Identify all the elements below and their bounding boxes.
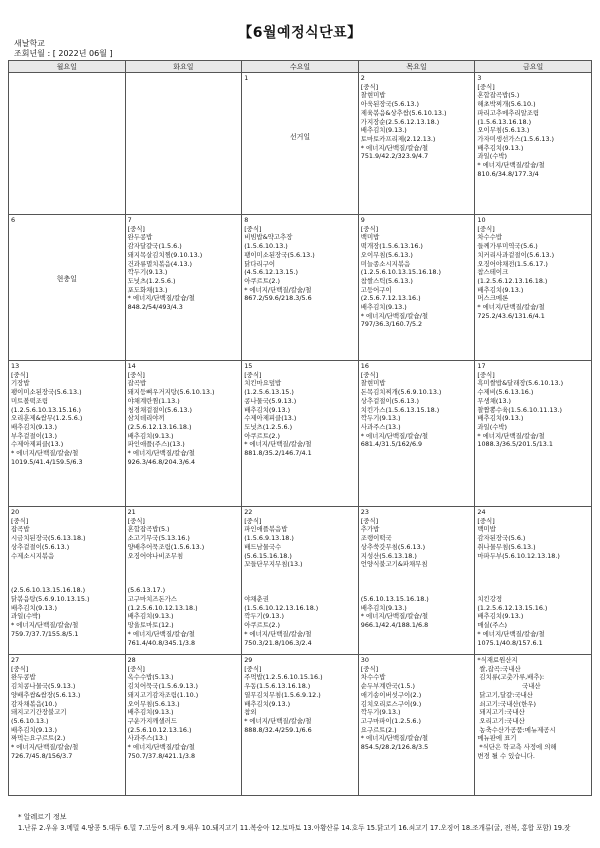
day-cell xyxy=(358,215,475,361)
day-cell xyxy=(242,507,359,655)
day-number: 22 xyxy=(244,508,253,516)
day-cell xyxy=(9,361,126,507)
day-cell xyxy=(358,655,475,796)
weekday-header: 월요일 xyxy=(9,61,126,73)
day-number: 2 xyxy=(360,74,365,82)
day-cell xyxy=(242,655,359,796)
day-cell xyxy=(9,215,126,361)
weekday-header: 화요일 xyxy=(125,61,242,73)
day-cell xyxy=(242,73,359,215)
day-number: 15 xyxy=(244,362,253,370)
day-cell xyxy=(358,507,475,655)
allergy-info: 1.난류 2.우유 3.메밀 4.땅콩 5.대두 6.밀 7.고등어 8.게 9.새우 10.돼지고기 11.복숭아 12.토마토 13.아황산류 14.호두 15.닭고기 16.쇠고기 17.오징어 18.조개류(굴, 전복, 홍합 포함) 19.잣 xyxy=(18,824,571,832)
day-number: 20 xyxy=(11,508,20,516)
menu-text: [중식] 혼합잡곡밥(5.) 소고기무국(5.13.16.) 양배추어묵조림(1.5.6.13.) 오징어야나비조무침 (5.6.13.17.) 고구마치즈돈가스 (1.2.5.6.10.12.13.18.) 배추김치(9.13.) 망울토마토(12.) * 에너지/단백질/칼슘/철 761.4/40.8/345.1/3.8 xyxy=(127,516,205,647)
weekday-header: 수요일 xyxy=(242,61,359,73)
menu-text: [중식] 흑미쌀밥&달래장(5.6.10.13.) 수제비(5.6.13.16.) 무생채(13.) 찰짬뽕수육(1.5.6.10.11.13.) 배추김치(9.13.) 과일(수박) * 에너지/단백질/칼슘/철 1088.3/36.5/201.5/13.1 xyxy=(477,370,564,449)
day-number: 14 xyxy=(127,362,136,370)
day-cell xyxy=(125,655,242,796)
week-row xyxy=(9,215,592,361)
day-cell xyxy=(9,73,126,215)
menu-text: [중식] 잡곡밥 시금치된장국(5.6.13.18.) 상추겉절이(5.6.13.) 수제소시지볶음 (2.5.6.10.13.15.16.18.) 닭볶음탕(5.6.9.10.13.15.) 배추김치(9.13.) 과일(수박) * 에너지/단백질/칼슘/철 759.7/37.7/155.8/5.1 xyxy=(11,516,90,638)
day-number: 10 xyxy=(477,216,486,224)
day-cell xyxy=(358,361,475,507)
menu-text: [중식] 추가밥 조랭이떡국 상추쑥갓무침(5.6.13.) 지성산(5.6.13.18.) 언양식불고기&파채무침 (5.6.10.13.15.16.18.) 배추김치(9.13.) * 에너지/단백질/칼슘/철 966.1/42.4/188.1/6.8 xyxy=(360,516,429,630)
menu-text: [중식] 완두콩밥 김치콩나물국(5.9.13.) 양배추쌈&쌈장(5.6.13.) 감자채볶음(10.) 돼지고기간장불고기 (5.6.10.13.) 배추김치(9.13.) 짜먹는요구르트(2.) * 에너지/단백질/칼슘/철 726.7/45.8/156/3.7 xyxy=(11,664,81,760)
day-number: 30 xyxy=(360,656,369,664)
day-cell xyxy=(125,361,242,507)
weekday-header-row xyxy=(9,61,592,73)
day-number: 24 xyxy=(477,508,486,516)
day-cell xyxy=(125,507,242,655)
menu-text: [중식] 잡곡밥 돼지등뼈우거지탕(5.6.10.13.) 야채계란찜(1.13.) 청경채겉절이(5.6.13.) 삼치데리야끼 (2.5.6.12.13.16.18.) 배추김치(9.13.) 파인애플(주스)(13.) * 에너지/단백질/칼슘/철 926.3/46.8/204.3/6.4 xyxy=(127,370,215,466)
day-cell xyxy=(475,73,592,215)
day-number: 29 xyxy=(244,656,253,664)
holiday-label: 선거일 xyxy=(289,132,311,141)
day-number: 21 xyxy=(127,508,136,516)
day-number: 23 xyxy=(360,508,369,516)
day-number: 8 xyxy=(244,216,249,224)
day-cell xyxy=(475,215,592,361)
week-row xyxy=(9,507,592,655)
menu-text: [중식] 옥수수밥(5.13.) 김치어묵국(1.5.6.9.13.) 돼지고기감자조림(1.10.) 오이무침(5.6.13.) 배추김치(9.13.) 구운가지깨샐러드 (2.5.6.10.12.13.16.) 사과주스(13.) * 에너지/단백질/칼슘/철 750.7/37.8/421.1/3.8 xyxy=(127,664,199,760)
day-cell xyxy=(9,655,126,796)
day-cell xyxy=(475,361,592,507)
menu-text: *식재료원산지 쌀,잡곡:국내산 김치류(고춧가루,배추): 국내산 닭고기,달걀:국내산 쇠고기:국내산(한우) 돼지고기:국내산 오리고기:국내산 농축수산가공품:메뉴제공시 메뉴판에 표기 *식단은 학교측 사정에 의해 변경 될 수 있습니다. xyxy=(477,656,557,760)
menu-text: [중식] 치킨마요덮밥 (1.2.5.6.13.15.) 콩나물국(5.9.13.) 배추김치(9.13.) 수제아제피클(13.) 도넛츠(1.2.5.6.) 아쿠르트(2.) * 에너지/단백질/칼슘/철 881.8/35.2/146.7/4.1 xyxy=(244,370,312,458)
day-number: 3 xyxy=(477,74,482,82)
menu-text: [중식] 백미밥 떡개장(1.5.6.13.16.) 오이무침(5.6.13.) 미늘종소시지볶음 (1.2.5.6.10.13.15.16.18.) 참쌀스틱(5.6.13.) 고등어구이 (2.5.6.7.12.13.16.) 배추김치(9.13.) * 에너지/단백질/칼슘/철 797/36.3/160.7/5.2 xyxy=(360,224,441,329)
menu-text: [중식] 찰현미밥 아욱된장국(5.6.13.) 제육볶음&상추쌈(5.6.10.13.) 가지장순(2.5.6.12.13.18.) 배추김치(9.13.) 토마토카프리제(2.12.13.) * 에너지/단백질/칼슘/철 751.9/42.2/323.9/4.7 xyxy=(360,82,447,161)
day-cell xyxy=(125,215,242,361)
day-cell xyxy=(242,215,359,361)
weekday-header: 목요일 xyxy=(358,61,475,73)
day-cell xyxy=(475,507,592,655)
period-label: 조회년월 : [ 2022년 06월 ] xyxy=(14,49,113,58)
menu-text: [중식] 차수수밥 순두부계란국(1.5.) 애기송이버섯구이(2.) 김치오리로스구이(9.) 깍두기(9.13.) 고구마파이(1.2.5.6.) 요구르트(2.) * 에너지/단백질/칼슘/철 854.5/28.2/126.8/3.5 xyxy=(360,664,429,752)
day-number: 27 xyxy=(11,656,20,664)
week-row xyxy=(9,655,592,796)
meal-calendar-table xyxy=(8,60,592,796)
menu-text: [중식] 찰현미밥 돈목김치찌개(5.6.9.10.13.) 상추겉절이(5.6.13.) 치킨가스(1.5.6.13.15.18.) 깍두기(9.13.) 사과주스(13.) * 에너지/단백질/칼슘/철 681.4/31.5/162/6.9 xyxy=(360,370,442,449)
menu-text: [중식] 주먹밥(1.2.5.6.10.15.16.) 우동(1.5.6.13.16.18.) 열무김치무침(1.5.6.9.12.) 배추김치(9.13.) 참외 * 에너지/단백질/칼슘/철 888.8/32.4/259.1/6.6 xyxy=(244,664,323,734)
week-row xyxy=(9,73,592,215)
day-cell xyxy=(125,73,242,215)
menu-text: [중식] 차수수밥 들께가루미역국(5.6.) 치커리사과겉절이(5.6.13.) 오징어야채전(1.5.6.17.) 참스테이크 (1.2.5.6.12.13.16.18.) 배추김치(9.13.) 머스크메론 * 에너지/단백질/칼슘/철 725.2/43.6/131.6/4.1 xyxy=(477,224,555,320)
allergy-title: * 알레르기 정보 xyxy=(18,813,67,821)
day-number: 6 xyxy=(11,216,16,224)
day-number: 1 xyxy=(244,74,249,82)
menu-text: [중식] 완두콩밥 감자달걀국(1.5.6.) 돼지목살김치찜(9.10.13.) 건과류멸치볶음(4.13.) 깍두기(9.13.) 도넛츠(1.2.5.6.) 포도화채(13.) * 에너지/단백질/칼슘/철 848.2/54/493/4.3 xyxy=(127,224,203,312)
school-name: 새날학교 xyxy=(14,39,45,48)
day-number: 7 xyxy=(127,216,132,224)
day-cell xyxy=(475,655,592,796)
menu-text: [중식] 백미밥 감자된장국(5.6.) 취나물무침(5.6.13.) 마파두부(5.6.10.12.13.18.) 치킨강정 (1.2.5.6.12.13.15.16.) 배추김치(9.13.) 매실(주스) * 에너지/단백질/칼슘/철 1075.1/40.8/157.6.1 xyxy=(477,516,560,647)
day-number: 28 xyxy=(127,656,136,664)
day-number: 16 xyxy=(360,362,369,370)
weekday-header: 금요일 xyxy=(475,61,592,73)
day-cell xyxy=(9,507,126,655)
menu-text: [중식] 혼합잡곡밥(5.) 해초박찌개(5.6.10.) 파리고추메추리알조림 (1.5.6.13.16.18.) 오이무침(5.6.13.) 가자미생선가스(1.5.6.13.) 배추김치(9.13.) 과일(수박) * 에너지/단백질/칼슘/철 810.6/34.8/177.3/4 xyxy=(477,82,555,178)
menu-text: [중식] 기장밥 팽이미소된장국(5.6.13.) 미트볼떡조림 (1.2.5.6.10.13.15.16.) 오리훈제&쌈무(1.2.5.6.) 배추김치(9.13.) 부추겉절이(13.) 수제아제피클(13.) * 에너지/단백질/칼슘/철 1019.5/41.4/159.5/6.3 xyxy=(11,370,83,466)
day-number: 13 xyxy=(11,362,20,370)
holiday-label: 현충일 xyxy=(56,274,77,283)
day-cell xyxy=(242,361,359,507)
menu-text: [중식] 파인애플볶음밥 (1.5.6.9.13.18.) 배드남물국수 (5.6.15.16.18.) 꼬들단무지무침(13.) 야채춘권 (1.5.6.10.12.13.16.18.) 깍두기(9.13.) 아쿠르트(2.) * 에너지/단백질/칼슘/철 750.3/21.8/106.3/2.4 xyxy=(244,516,319,647)
page-title: 【6월예정식단표】 xyxy=(238,25,362,41)
day-number: 17 xyxy=(477,362,486,370)
day-cell xyxy=(358,73,475,215)
day-number: 9 xyxy=(360,216,365,224)
week-row xyxy=(9,361,592,507)
menu-text: [중식] 비빔밥&약고추장 (1.5.6.10.13.) 팽이미소된장국(5.6.13.) 닭다리구이 (4.5.6.12.13.15.) 아쿠르트(2.) * 에너지/단백질/칼슘/철 867.2/59.6/218.3/5.6 xyxy=(244,224,315,303)
